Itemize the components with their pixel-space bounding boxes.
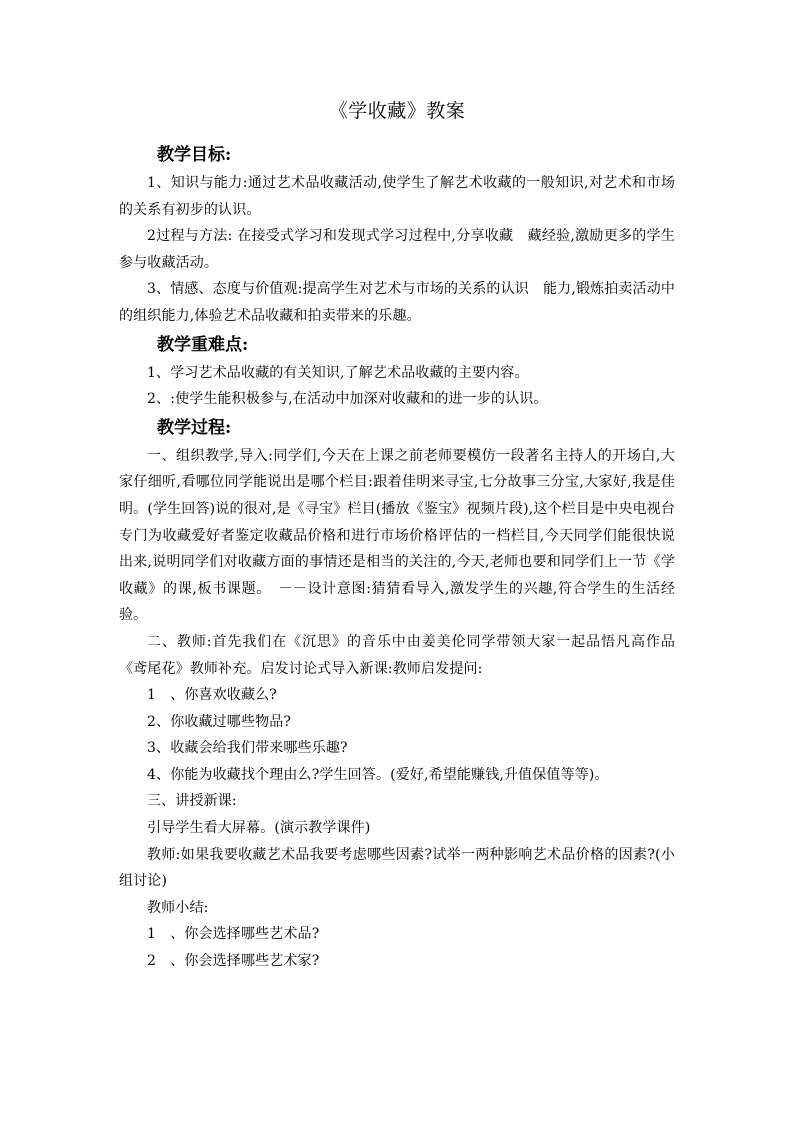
- document-body: [119, 96, 675, 975]
- process-guide-screen: 引导学生看大屏幕。(演示教学课件): [147, 820, 371, 837]
- keypoint-item-2: 2、:使学生能积极参与,在活动中加深对收藏和的进一步的认识。: [147, 391, 548, 408]
- process-teacher-summary: 教师小结:: [147, 899, 209, 916]
- process-item-teacher: 二、教师:首先我们在《沉思》的音乐中由姜美伦同学带领大家一起品悟凡高作品《鸢尾花》教师补充。启发讨论式导入新课:教师启发提问:: [119, 633, 675, 677]
- process-teacher-question: 教师:如果我要收藏艺术品我要考虑哪些因素?试举一两种影响艺术品价格的因素?(小组讨论): [119, 846, 675, 890]
- process-item-intro: 一、组织教学,导入:同学们,今天在上课之前老师要模仿一段著名主持人的开场白,大家仔细听,看哪位同学能说出是哪个栏目:跟着佳明来寻宝,七分故事三分宝,大家好,我是佳明。(学生回答)说的很对,是《寻宝》栏目(播放《鉴宝》视频片段),这个栏目是中央电视台专门为收藏爱好者鉴定收藏品价格和进行市场价格评估的一档栏目,今天同学们能很快说出来,说明同学们对收藏方面的事情还是相当的关注的,今天,老师也要和同学们上一节《学收藏》的课,板书课题。 －－设计意图:猜猜看导入,激发学生的兴趣,符合学生的生活经验。: [119, 447, 675, 624]
- process-summary-1: 1 、你会选择哪些艺术品?: [147, 926, 320, 943]
- process-question-1: 1 、你喜欢收藏么?: [147, 687, 277, 704]
- goal-item-knowledge: 1、知识与能力:通过艺术品收藏活动,使学生了解艺术收藏的一般知识,对艺术和市场的关系有初步的认识。: [119, 175, 675, 218]
- process-question-4: 4、你能为收藏找个理由么?学生回答。(爱好,希望能赚钱,升值保值等等)。: [147, 766, 609, 783]
- section-heading-process: 教学过程:: [157, 417, 232, 438]
- process-new-lesson: 三、讲授新课:: [147, 793, 237, 810]
- goal-item-attitude: 3、情感、态度与价值观:提高学生对艺术与市场的关系的认识 能力,锻炼拍卖活动中的组织能力,体验艺术品收藏和拍卖带来的乐趣。: [119, 281, 675, 324]
- process-question-2: 2、你收藏过哪些物品?: [147, 713, 292, 730]
- document-title: 《学收藏》教案: [328, 100, 466, 122]
- section-heading-keypoints: 教学重难点:: [157, 334, 249, 355]
- process-question-3: 3、收藏会给我们带来哪些乐趣?: [147, 740, 348, 757]
- goal-item-method: 2过程与方法: 在接受式学习和发现式学习过程中,分享收藏 藏经验,激励更多的学生参与收藏活动。: [119, 228, 675, 271]
- process-summary-2: 2 、你会选择哪些艺术家?: [147, 953, 320, 970]
- section-heading-goals: 教学目标:: [157, 145, 232, 165]
- keypoint-item-1: 1、学习艺术品收藏的有关知识,了解艺术品收藏的主要内容。: [147, 364, 529, 381]
